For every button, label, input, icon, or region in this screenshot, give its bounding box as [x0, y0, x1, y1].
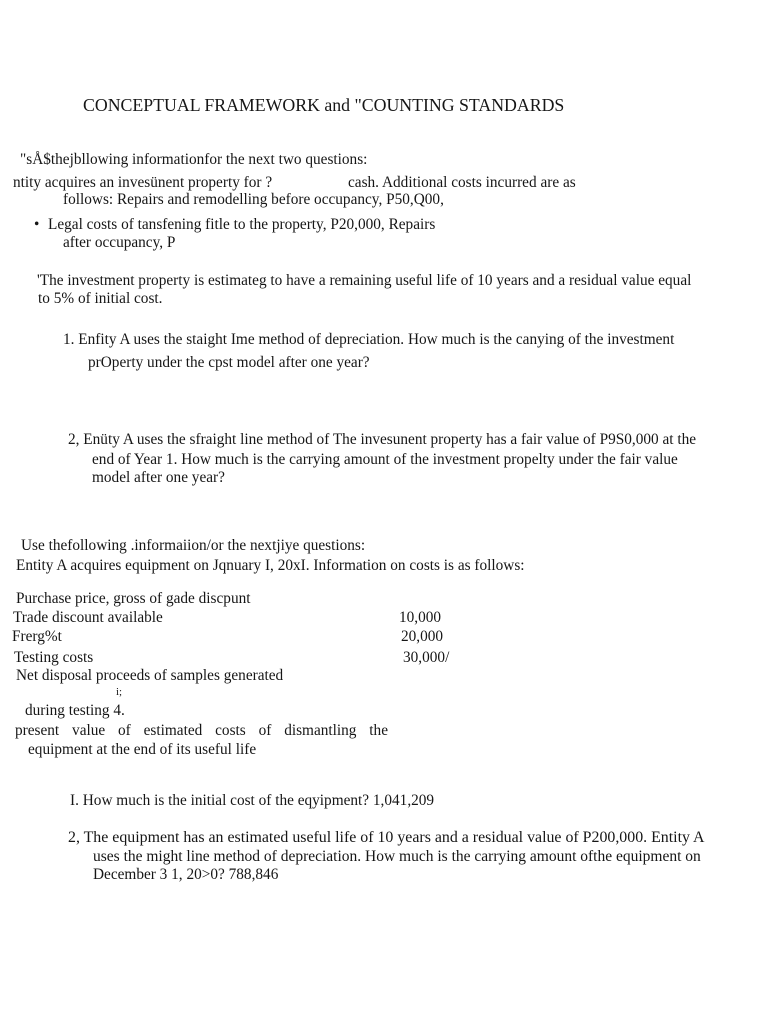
additional-costs-text: follows: Repairs and remodelling before occupancy, P50,Q00,: [63, 191, 444, 208]
section-intro: Use thefollowing .informaiion/or the nextjiye questions:: [21, 537, 366, 554]
bullet-item-text-continued: after occupancy, P: [63, 234, 176, 251]
cost-item-label-continued: equipment at the end of its useful life: [28, 741, 257, 758]
document-title: CONCEPTUAL FRAMEWORK and "COUNTING STANDARDS: [83, 95, 565, 115]
stray-mark: i;: [116, 686, 123, 698]
cost-item-label: Trade discount available: [13, 609, 163, 626]
cost-item-label: Testing costs: [14, 649, 94, 666]
question-1-text: 1. Enfity A uses the staight Ime method of depreciation. How much is the canying of the investment: [63, 331, 675, 348]
useful-life-note: 'The investment property is estimateg to have a remaining useful life of 10 years and a residual value equal: [37, 272, 692, 289]
cost-item-amount: 10,000: [399, 609, 442, 626]
acquisition-text: ntity acquires an invesünent property for ?: [13, 174, 273, 191]
cost-item-label: Net disposal proceeds of samples generated: [16, 667, 284, 684]
question-1-text: I. How much is the initial cost of the eqyipment? 1,041,209: [70, 792, 435, 809]
cost-item-label: Frerg%t: [12, 628, 62, 645]
question-2-text-continued: end of Year 1. How much is the carrying amount of the investment propelty under the fair value: [92, 451, 678, 468]
bullet-marker: •: [34, 216, 40, 233]
cost-item-label: Purchase price, gross of gade discpunt: [16, 590, 251, 607]
cost-item-amount: 30,000/: [403, 649, 450, 666]
cost-item-amount: 20,000: [401, 628, 444, 645]
section-intro: "sÅ$thejbllowing informationfor the next two questions:: [20, 151, 368, 168]
question-1-text-continued: prOperty under the cpst model after one year?: [88, 354, 370, 371]
cost-item-label-continued: during testing 4.: [25, 702, 125, 719]
question-2-text-continued: model after one year?: [92, 469, 225, 486]
question-2-text: 2, The equipment has an estimated useful life of 10 years and a residual value of P200,000. Entity A: [68, 829, 705, 846]
acquisition-text-continued: cash. Additional costs incurred are as: [348, 174, 576, 191]
bullet-item-text: Legal costs of tansfening fitle to the property, P20,000, Repairs: [48, 216, 436, 233]
useful-life-note-continued: to 5% of initial cost.: [38, 290, 163, 307]
question-2-text-continued: uses the might line method of depreciation. How much is the carrying amount ofthe equipment on: [93, 848, 701, 865]
question-2-text-continued: December 3 1, 20>0? 788,846: [93, 866, 279, 883]
cost-item-label: present value of estimated costs of dismantling the: [15, 722, 388, 739]
acquisition-text: Entity A acquires equipment on Jqnuary I, 20xI. Information on costs is as follows:: [16, 557, 525, 574]
question-2-text: 2, Enüty A uses the sfraight line method of The invesunent property has a fair value of P9S0,000 at the: [68, 431, 697, 448]
